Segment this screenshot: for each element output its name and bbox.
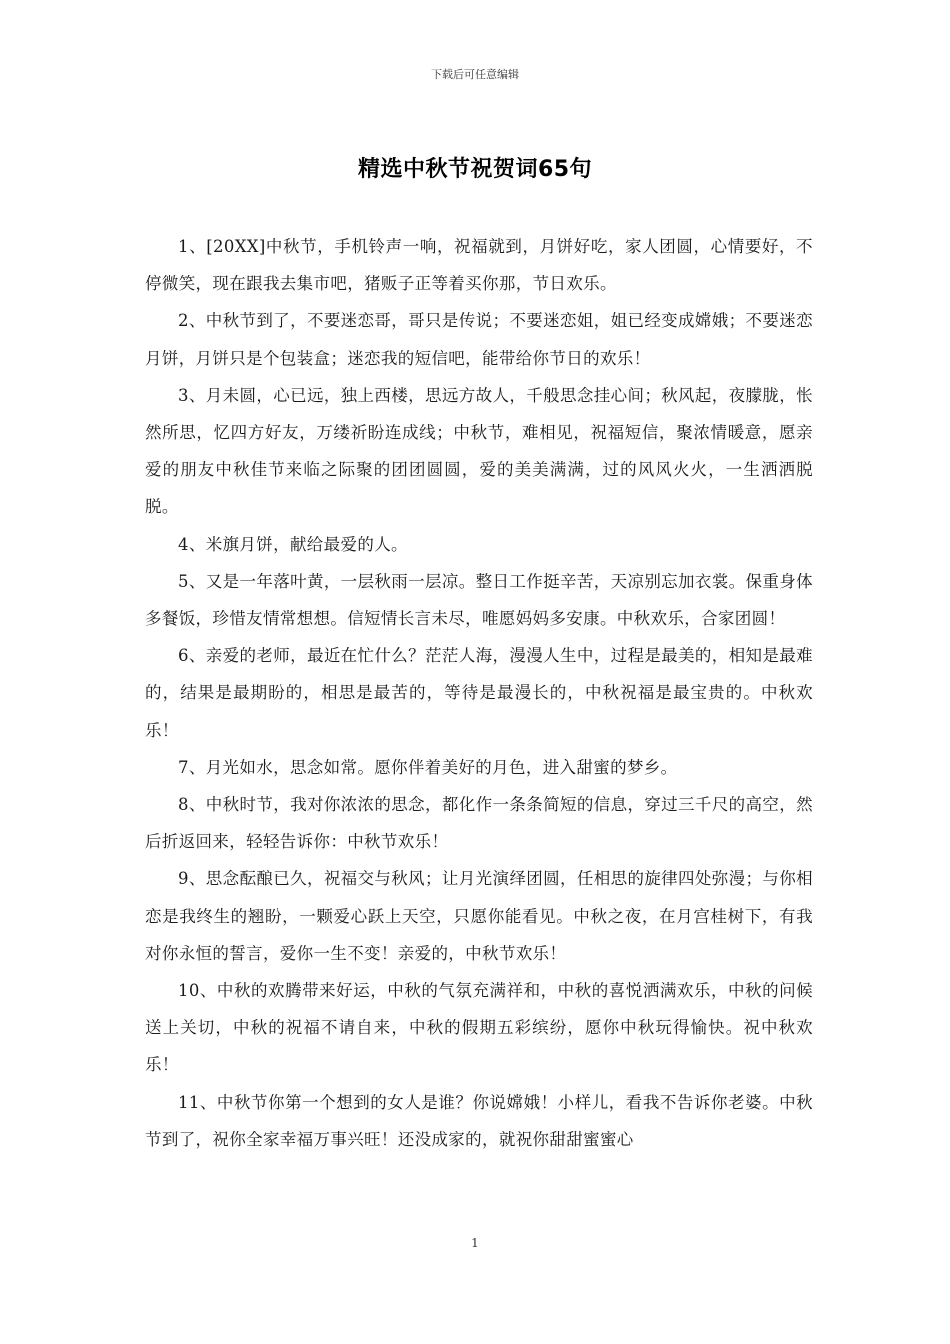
paragraph: 5、又是一年落叶黄，一层秋雨一层凉。整日工作挺辛苦，天凉别忘加衣裳。保重身体多餐饭，珍惜友情常想想。信短情长言未尽，唯愿妈妈多安康。中秋欢乐，合家团圆！ xyxy=(145,571,813,629)
paragraph: 3、月未圆，心已远，独上西楼，思远方故人，千般思念挂心间；秋风起，夜朦胧，怅然所思，忆四方好友，万缕祈盼连成线；中秋节，难相见，祝福短信，聚浓情暖意，愿亲爱的朋友中秋佳节来临之际聚的团团圆圆，爱的美美满满，过的风风火火，一生洒洒脱脱。 xyxy=(145,385,813,517)
paragraph: 1、[20XX]中秋节，手机铃声一响，祝福就到，月饼好吃，家人团圆，心情要好，不停微笑，现在跟我去集市吧，猪贩子正等着买你那，节日欢乐。 xyxy=(145,237,813,294)
paragraph: 10、中秋的欢腾带来好运，中秋的气氛充满祥和，中秋的喜悦洒满欢乐，中秋的问候送上关切，中秋的祝福不请自来，中秋的假期五彩缤纷，愿你中秋玩得愉快。祝中秋欢乐！ xyxy=(145,981,813,1075)
paragraph: 9、思念酝酿已久，祝福交与秋风；让月光演绎团圆，任相思的旋律四处弥漫；与你相恋是我终生的翘盼，一颗爱心跃上天空，只愿你能看见。中秋之夜，在月宫桂树下，有我对你永恒的誓言，爱你一生不变！亲爱的，中秋节欢乐！ xyxy=(145,869,813,963)
document-body xyxy=(145,228,813,1158)
paragraph: 8、中秋时节，我对你浓浓的思念，都化作一条条简短的信息，穿过三千尺的高空，然后折返回来，轻轻告诉你：中秋节欢乐！ xyxy=(145,795,813,852)
document-title: 精选中秋节祝贺词65句 xyxy=(357,157,593,182)
paragraph: 4、米旗月饼，献给最爱的人。 xyxy=(178,534,408,554)
header-note: 下载后可任意编辑 xyxy=(431,68,519,81)
paragraph: 2、中秋节到了，不要迷恋哥，哥只是传说；不要迷恋姐，姐已经变成嫦娥；不要迷恋月饼，月饼只是个包装盒；迷恋我的短信吧，能带给你节日的欢乐！ xyxy=(145,311,813,368)
paragraph: 11、中秋节你第一个想到的女人是谁？你说嫦娥！小样儿，看我不告诉你老婆。中秋节到了，祝你全家幸福万事兴旺！还没成家的，就祝你甜甜蜜蜜心 xyxy=(145,1092,813,1149)
page-number: 1 xyxy=(471,1236,479,1250)
paragraph: 6、亲爱的老师，最近在忙什么？茫茫人海，漫漫人生中，过程是最美的，相知是最难的，结果是最期盼的，相思是最苦的，等待是最漫长的，中秋祝福是最宝贵的。中秋欢乐！ xyxy=(145,646,813,740)
paragraph: 7、月光如水，思念如常。愿你伴着美好的月色，进入甜蜜的梦乡。 xyxy=(178,757,678,777)
